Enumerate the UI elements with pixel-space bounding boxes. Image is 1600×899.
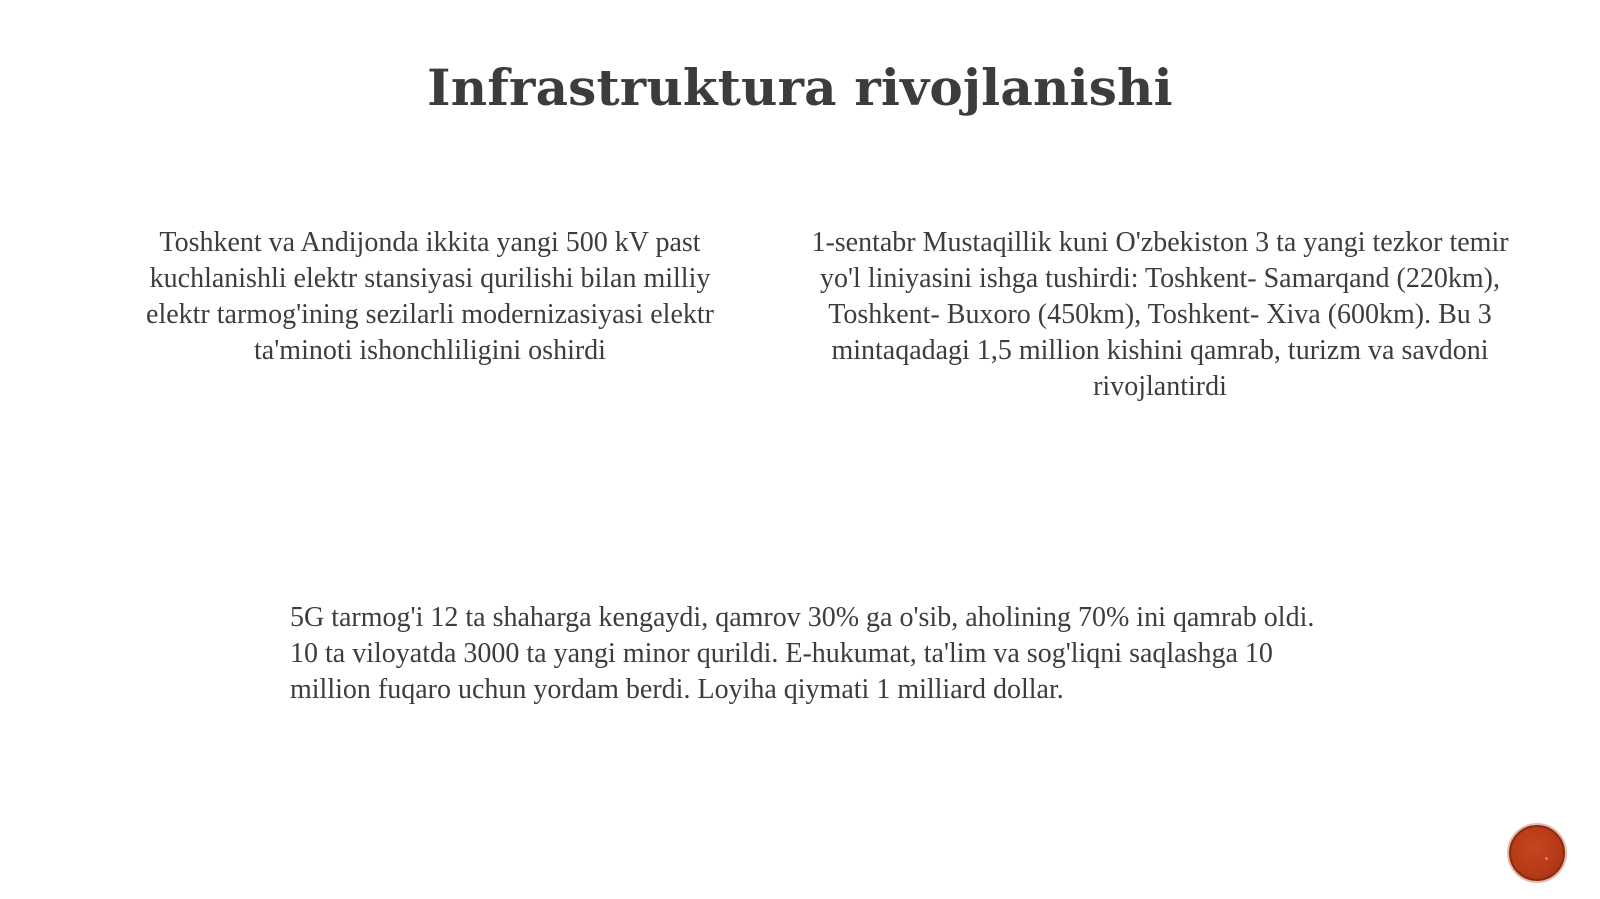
slide-title: Infrastruktura rivojlanishi xyxy=(427,58,1173,117)
railway-text-block: 1-sentabr Mustaqillik kuni O'zbekiston 3 ta yangi tezkor temir yo'l liniyasini ishga tushirdi: Toshkent- Samarqand (220km), Toshkent- Buxoro (450km), Toshkent- Xiva (600km). Bu 3 mintaqadagi 1,5 million kishini qamrab, turizm va savdoni rivojlantirdi xyxy=(811,227,1509,402)
5g-network-text-block: 5G tarmog'i 12 ta shaharga kengaydi, qamrov 30% ga o'sib, aholining 70% ini qamrab oldi. 10 ta viloyatda 3000 ta yangi minor qurildi. E-hukumat, ta'lim va sog'liqni saqlashga 10 million fuqaro uchun yordam berdi. Loyiha qiymati 1 milliard dollar. xyxy=(290,602,1315,705)
nav-dot-glyph xyxy=(1545,857,1548,860)
electricity-text-block: Toshkent va Andijonda ikkita yangi 500 kV past kuchlanishli elektr stansiyasi qurilishi bilan milliy elektr tarmog'ining sezilarli modernizasiyasi elektr ta'minoti ishonchliligini oshirdi xyxy=(146,227,714,366)
circle-nav-icon[interactable] xyxy=(1509,825,1565,881)
